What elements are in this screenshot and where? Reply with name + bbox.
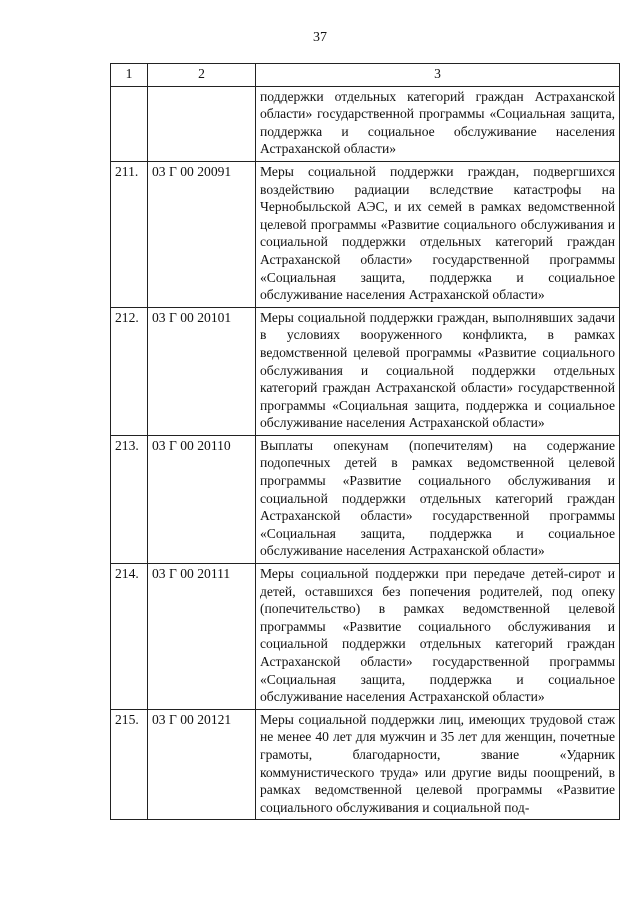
row-description: Меры социальной поддержки лиц, имеющих трудовой стаж не менее 40 лет для мужчин и 35 лет для женщин, почетные грамоты, благодарности, звание «Ударник коммунистического труда» или другие виды поощрений, в рамках ведомственной целевой программы «Развитие социального обслуживания и социальной под- xyxy=(256,709,620,820)
row-description: Меры социальной поддержки граждан, подвергшихся воздействию радиации вследствие катастрофы на Чернобыльской АЭС, и их семей в рамках ведомственной целевой программы «Развитие социального обслуживания и социальной поддержки отдельных категорий граждан Астраханской области» государственной программы «Социальная защита, поддержка и социальное обслуживание населения Астраханской области» xyxy=(256,161,620,307)
row-code: 03 Г 00 20101 xyxy=(148,307,256,435)
table-row xyxy=(111,435,620,563)
row-code: 03 Г 00 20091 xyxy=(148,161,256,307)
table-row xyxy=(111,709,620,820)
row-number: 214. xyxy=(111,564,148,710)
row-description: Меры социальной поддержки граждан, выполнявших задачи в условиях вооруженного конфликта, в рамках ведомственной целевой программы «Развитие социального обслуживания и социальной поддержки отдельных категорий граждан Астраханской области» государственной программы «Социальная защита, поддержка и социальное обслуживание населения Астраханской области» xyxy=(256,307,620,435)
table-row-continuation xyxy=(111,86,620,161)
table-row xyxy=(111,564,620,710)
table-row xyxy=(111,307,620,435)
row-number: 215. xyxy=(111,709,148,820)
row-code: 03 Г 00 20111 xyxy=(148,564,256,710)
row-code: 03 Г 00 20110 xyxy=(148,435,256,563)
row-number: 211. xyxy=(111,161,148,307)
column-header-3: 3 xyxy=(256,64,620,87)
row-code: 03 Г 00 20121 xyxy=(148,709,256,820)
row-number: 213. xyxy=(111,435,148,563)
row-number: 212. xyxy=(111,307,148,435)
page-number: 37 xyxy=(313,30,327,45)
row-code-cell xyxy=(148,86,256,161)
column-header-1: 1 xyxy=(111,64,148,87)
table-header-row xyxy=(111,64,620,87)
table-row xyxy=(111,161,620,307)
row-description: поддержки отдельных категорий граждан Астраханской области» государственной программы «Социальная защита, поддержка и социальное обслуживание населения Астраханской области» xyxy=(256,86,620,161)
column-header-2: 2 xyxy=(148,64,256,87)
row-description: Выплаты опекунам (попечителям) на содержание подопечных детей в рамках ведомственной целевой программы «Развитие социального обслуживания и социальной поддержки отдельных категорий граждан Астраханской области» государственной программы «Социальная защита, поддержка и социальное обслуживание населения Астраханской области» xyxy=(256,435,620,563)
budget-classification-table xyxy=(110,63,620,820)
row-number-cell xyxy=(111,86,148,161)
row-description: Меры социальной поддержки при передаче детей-сирот и детей, оставшихся без попечения родителей, под опеку (попечительство) в рамках ведомственной целевой программы «Развитие социального обслуживания и социальной поддержки отдельных категорий граждан Астраханской области» государственной программы «Социальная защита, поддержка и социальное обслуживание населения Астраханской области» xyxy=(256,564,620,710)
